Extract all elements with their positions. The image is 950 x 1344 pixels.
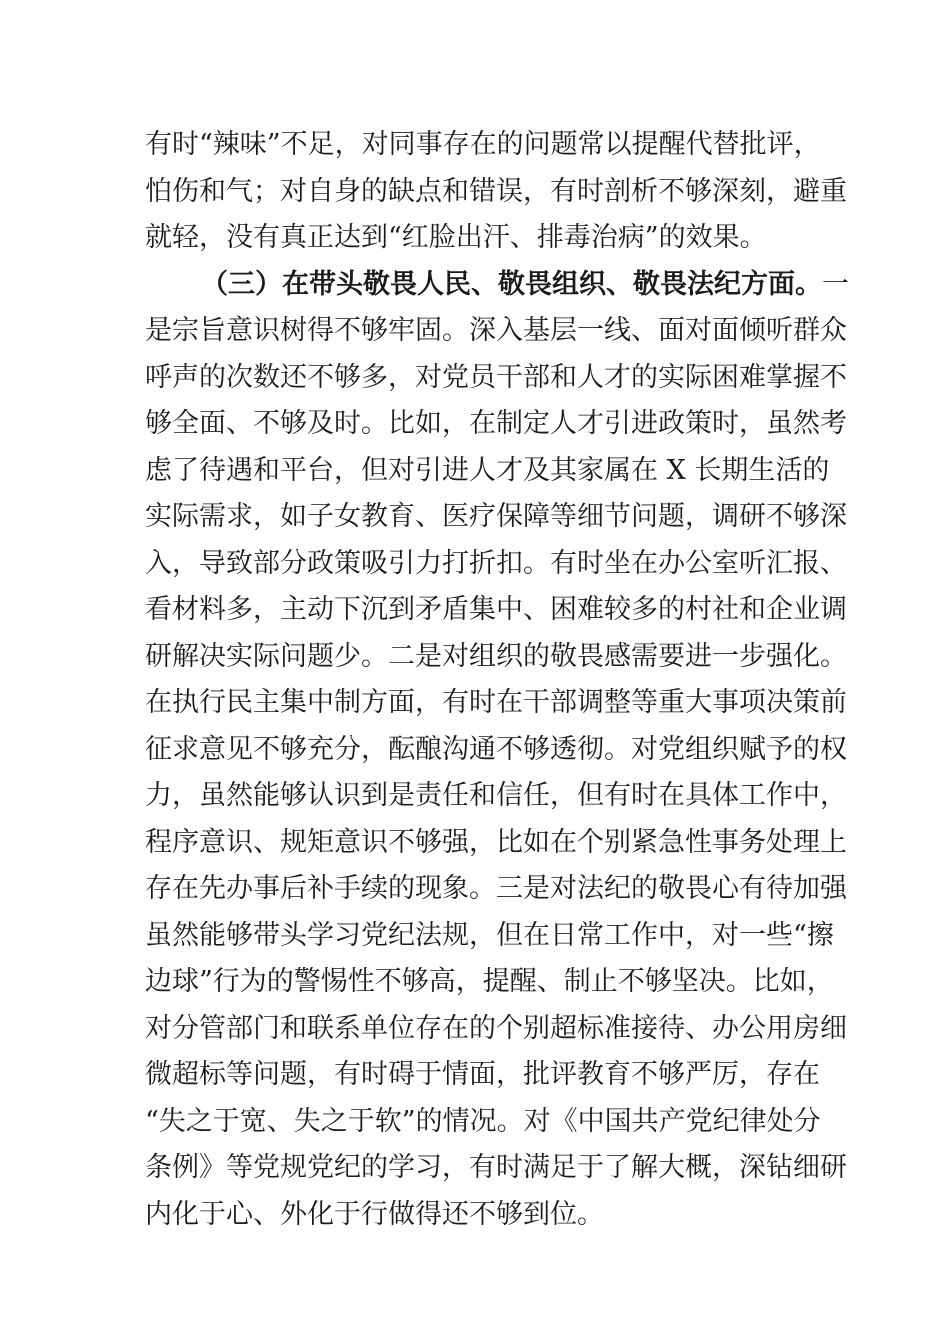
body-text — [145, 122, 849, 1238]
paragraph-2-line-16: 对分管部门和联系单位存在的个别超标准接待、办公用房细 — [145, 1012, 847, 1044]
paragraph-2-line-13: 存在先办事后补手续的现象。三是对法纪的敬畏心有待加强 — [145, 873, 847, 904]
paragraph-2-line-12: 程序意识、规矩意识不够强，比如在个别紧急性事务处理上 — [145, 826, 847, 858]
paragraph-2-line-6: 入，导致部分政策吸引力打折扣。有时坐在办公室听汇报、 — [145, 547, 847, 579]
paragraph-2-line-19: 条例》等党规党纪的学习，有时满足于了解大概，深钻细研 — [145, 1152, 847, 1183]
paragraph-2-line-7: 看材料多，主动下沉到矛盾集中、困难较多的村社和企业调 — [145, 594, 847, 625]
paragraph-2-line-11: 力，虽然能够认识到是责任和信任，但有时在具体工作中， — [145, 780, 847, 811]
paragraph-2-line-8: 研解决实际问题少。二是对组织的敬畏感需要进一步强化。 — [145, 640, 847, 672]
paragraph-2-line-9: 在执行民主集中制方面，有时在干部调整等重大事项决策前 — [145, 687, 847, 718]
paragraph-2-line-4: 虑了待遇和平台，但对引进人才及其家属在 X 长期生活的 — [145, 454, 830, 486]
paragraph-2-heading-line — [145, 262, 849, 309]
paragraph-2-line-2: 呼声的次数还不够多，对党员干部和人才的实际困难掌握不 — [145, 361, 847, 393]
paragraph-2-line-14: 虽然能够带头学习党纪法规，但在日常工作中，对一些“擦 — [145, 919, 834, 951]
paragraph-2-line-1: 是宗旨意识树得不够牢固。深入基层一线、面对面倾听群众 — [145, 315, 847, 346]
section-heading: （三）在带头敬畏人民、敬畏组织、敬畏法纪方面。 — [201, 268, 822, 300]
paragraph-2-line-17: 微超标等问题，有时碍于情面，批评教育不够严厉，存在 — [145, 1059, 820, 1090]
paragraph-1-line-2: 怕伤和气；对自身的缺点和错误，有时剖析不够深刻，避重 — [145, 175, 847, 207]
paragraph-1-line-3: 就轻，没有真正达到“红脸出汗、排毒治病”的效果。 — [145, 222, 767, 253]
paragraph-2-line-3: 够全面、不够及时。比如，在制定人才引进政策时，虽然考 — [145, 408, 847, 439]
paragraph-2-line-18: “失之于宽、失之于软”的情况。对《中国共产党纪律处分 — [145, 1105, 821, 1137]
paragraph-1-line-1: 有时“辣味”不足，对同事存在的问题常以提醒代替批评， — [145, 129, 821, 160]
paragraph-2-line-5: 实际需求，如子女教育、医疗保障等细节问题，调研不够深 — [145, 501, 847, 532]
paragraph-2-line-20: 内化于心、外化于行做得还不够到位。 — [145, 1198, 604, 1230]
paragraph-2-line-10: 征求意见不够充分，酝酿沟通不够透彻。对党组织赋予的权 — [145, 733, 847, 765]
paragraph-2-line-15: 边球”行为的警惕性不够高，提醒、制止不够坚决。比如， — [145, 966, 834, 997]
section-heading-tail: 一 — [822, 268, 849, 300]
